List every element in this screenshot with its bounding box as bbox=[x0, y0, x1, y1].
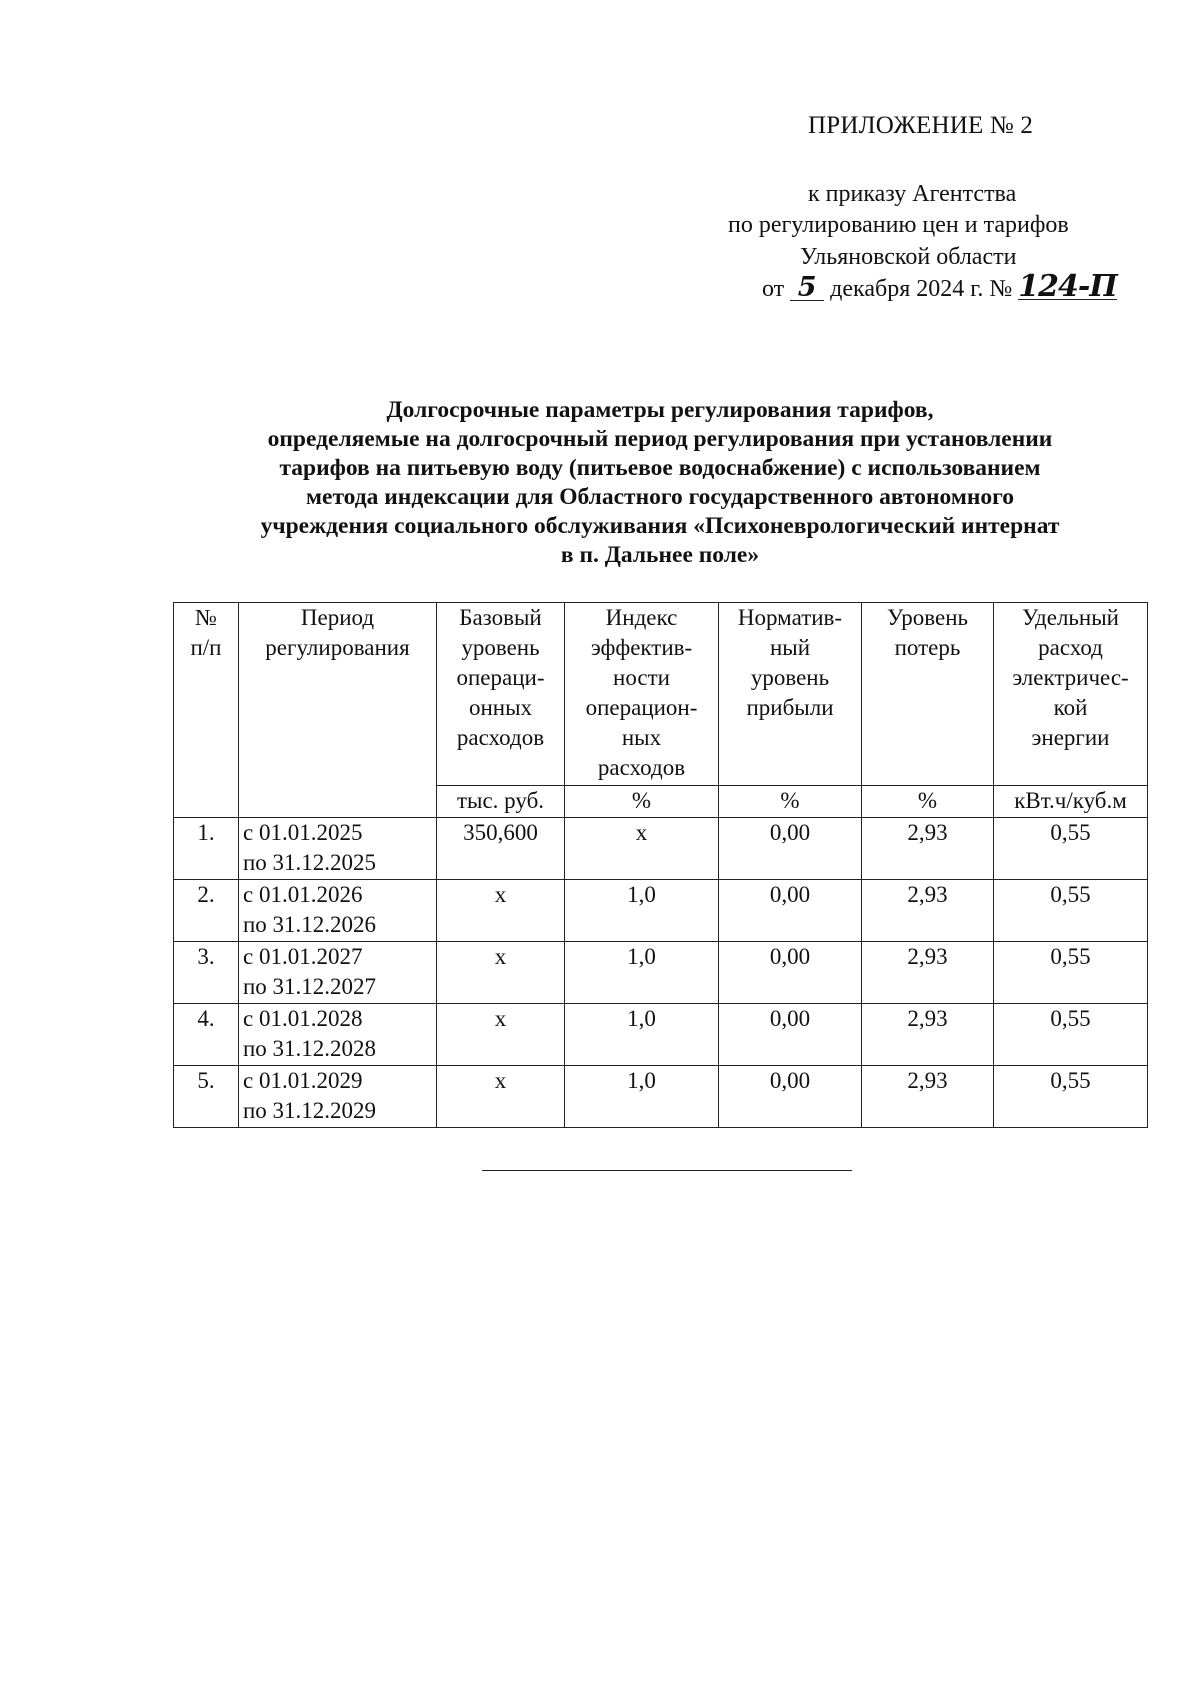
row-number: 3. bbox=[174, 942, 239, 1004]
row-losses: 2,93 bbox=[862, 1004, 994, 1066]
row-base-opex: х bbox=[437, 1066, 565, 1128]
unit-base-opex: тыс. руб. bbox=[437, 786, 565, 818]
order-number-handwritten: 124-П bbox=[1018, 269, 1117, 304]
order-date-line bbox=[762, 269, 1117, 304]
row-losses: 2,93 bbox=[862, 1066, 994, 1128]
unit-efficiency-index: % bbox=[565, 786, 719, 818]
row-losses: 2,93 bbox=[862, 880, 994, 942]
order-prefix: от bbox=[762, 276, 785, 302]
row-number: 4. bbox=[174, 1004, 239, 1066]
title-line: метода индексации для Областного государственного автономного bbox=[306, 484, 1014, 510]
row-energy-consumption: 0,55 bbox=[994, 880, 1148, 942]
table-row bbox=[174, 1066, 1148, 1128]
unit-profit-level: % bbox=[719, 786, 862, 818]
row-period: с 01.01.2027 по 31.12.2027 bbox=[239, 942, 437, 1004]
row-losses: 2,93 bbox=[862, 818, 994, 880]
header-number: № п/п bbox=[174, 603, 239, 818]
order-reference-line-1: к приказу Агентства bbox=[808, 181, 1017, 207]
row-number: 2. bbox=[174, 880, 239, 942]
row-efficiency-index: х bbox=[565, 818, 719, 880]
document-title bbox=[160, 396, 1160, 570]
row-profit-level: 0,00 bbox=[719, 942, 862, 1004]
header-period: Период регулирования bbox=[239, 603, 437, 818]
order-month-year: декабря 2024 г. № bbox=[830, 276, 1013, 302]
table-row bbox=[174, 880, 1148, 942]
row-energy-consumption: 0,55 bbox=[994, 1004, 1148, 1066]
table-row bbox=[174, 942, 1148, 1004]
row-profit-level: 0,00 bbox=[719, 880, 862, 942]
regulation-parameters-table bbox=[173, 602, 1148, 1128]
row-period: с 01.01.2025 по 31.12.2025 bbox=[239, 818, 437, 880]
unit-losses: % bbox=[862, 786, 994, 818]
title-line: тарифов на питьевую воду (питьевое водоснабжение) с использованием bbox=[279, 455, 1041, 481]
row-efficiency-index: 1,0 bbox=[565, 1066, 719, 1128]
row-efficiency-index: 1,0 bbox=[565, 1004, 719, 1066]
table-row bbox=[174, 1004, 1148, 1066]
row-number: 1. bbox=[174, 818, 239, 880]
row-energy-consumption: 0,55 bbox=[994, 818, 1148, 880]
header-efficiency-index: Индекс эффектив- ности операцион- ных расходов bbox=[565, 603, 719, 786]
unit-energy-consumption: кВт.ч/куб.м bbox=[994, 786, 1148, 818]
order-day-handwritten: 5 bbox=[790, 276, 824, 301]
table-header-row bbox=[174, 603, 1148, 786]
order-reference-line-2: по регулированию цен и тарифов bbox=[728, 212, 1069, 238]
row-period: с 01.01.2028 по 31.12.2028 bbox=[239, 1004, 437, 1066]
header-profit-level: Норматив- ный уровень прибыли bbox=[719, 603, 862, 786]
title-line: в п. Дальнее поле» bbox=[560, 542, 760, 568]
row-profit-level: 0,00 bbox=[719, 1066, 862, 1128]
table-row bbox=[174, 818, 1148, 880]
appendix-label: ПРИЛОЖЕНИЕ № 2 bbox=[808, 112, 1034, 139]
row-period: с 01.01.2029 по 31.12.2029 bbox=[239, 1066, 437, 1128]
title-line: Долгосрочные параметры регулирования тарифов, bbox=[386, 397, 934, 423]
closing-divider-line bbox=[482, 1170, 852, 1171]
row-energy-consumption: 0,55 bbox=[994, 1066, 1148, 1128]
row-profit-level: 0,00 bbox=[719, 818, 862, 880]
row-base-opex: 350,600 bbox=[437, 818, 565, 880]
row-efficiency-index: 1,0 bbox=[565, 942, 719, 1004]
title-line: учреждения социального обслуживания «Психоневрологический интернат bbox=[260, 513, 1060, 539]
row-losses: 2,93 bbox=[862, 942, 994, 1004]
row-base-opex: х bbox=[437, 942, 565, 1004]
header-losses: Уровень потерь bbox=[862, 603, 994, 786]
title-line: определяемые на долгосрочный период регулирования при установлении bbox=[267, 426, 1053, 452]
order-reference-line-3: Ульяновской области bbox=[800, 244, 1017, 270]
row-profit-level: 0,00 bbox=[719, 1004, 862, 1066]
row-number: 5. bbox=[174, 1066, 239, 1128]
row-base-opex: х bbox=[437, 880, 565, 942]
row-energy-consumption: 0,55 bbox=[994, 942, 1148, 1004]
row-efficiency-index: 1,0 bbox=[565, 880, 719, 942]
header-energy-consumption: Удельный расход электричес- кой энергии bbox=[994, 603, 1148, 786]
row-base-opex: х bbox=[437, 1004, 565, 1066]
row-period: с 01.01.2026 по 31.12.2026 bbox=[239, 880, 437, 942]
header-base-opex: Базовый уровень операци- онных расходов bbox=[437, 603, 565, 786]
